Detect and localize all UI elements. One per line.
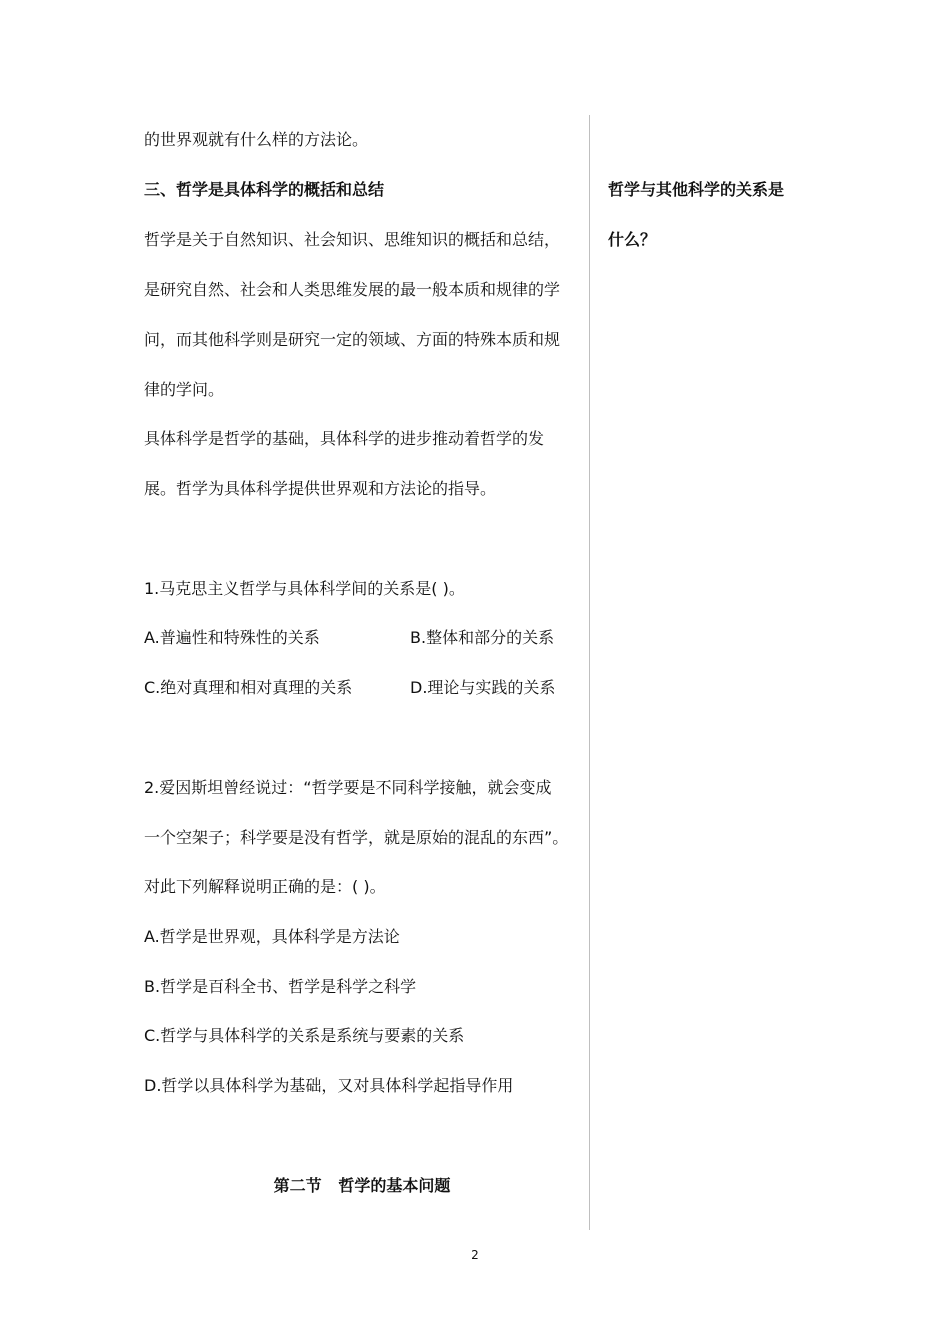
question-1-options-row (144, 627, 580, 649)
intro-line: 的世界观就有什么样的方法论。 (144, 130, 369, 149)
option-a: A.哲学是世界观，具体科学是方法论 (144, 927, 400, 946)
question-2-stem: 对此下列解释说明正确的是：( )。 (144, 877, 386, 896)
paragraph-line: 律的学问。 (144, 380, 225, 399)
option-c: C.绝对真理和相对真理的关系 (144, 678, 353, 697)
question-1-stem: 1.马克思主义哲学与具体科学间的关系是( )。 (144, 579, 465, 598)
question-2-stem: 2.爱因斯坦曾经说过：“哲学要是不同科学接触，就会变成 (144, 778, 552, 797)
page-number: 2 (471, 1248, 479, 1262)
option-b: B.整体和部分的关系 (410, 628, 555, 647)
paragraph-line: 具体科学是哲学的基础，具体科学的进步推动着哲学的发 (144, 429, 545, 448)
paragraph-line: 问，而其他科学则是研究一定的领域、方面的特殊本质和规 (144, 330, 561, 349)
question-2-stem: 一个空架子；科学要是没有哲学，就是原始的混乱的东西”。 (144, 828, 569, 847)
option-d: D.理论与实践的关系 (410, 678, 556, 697)
column-divider (589, 115, 590, 1230)
paragraph-line: 是研究自然、社会和人类思维发展的最一般本质和规律的学 (144, 280, 561, 299)
paragraph-line: 哲学是关于自然知识、社会知识、思维知识的概括和总结， (144, 230, 561, 249)
side-note-line: 哲学与其他科学的关系是 (608, 180, 785, 199)
side-note-line: 什么？ (608, 230, 657, 249)
section-title: 第二节 哲学的基本问题 (273, 1176, 451, 1195)
section-heading: 三、哲学是具体科学的概括和总结 (144, 180, 385, 199)
question-1-options-row (144, 677, 580, 699)
option-d: D.哲学以具体科学为基础，又对具体科学起指导作用 (144, 1076, 514, 1095)
option-a: A.普遍性和特殊性的关系 (144, 628, 320, 647)
option-b: B.哲学是百科全书、哲学是科学之科学 (144, 977, 417, 996)
option-c: C.哲学与具体科学的关系是系统与要素的关系 (144, 1026, 465, 1045)
paragraph-line: 展。哲学为具体科学提供世界观和方法论的指导。 (144, 479, 497, 498)
